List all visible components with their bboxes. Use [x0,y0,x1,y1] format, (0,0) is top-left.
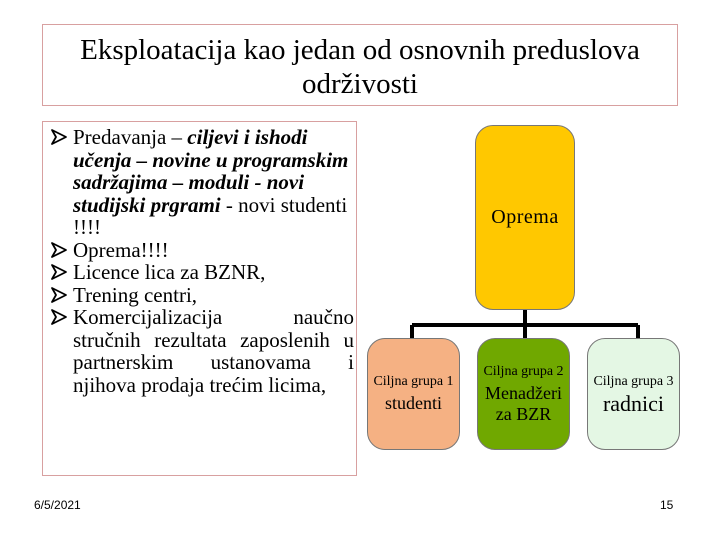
bullet-text-lectures-italic: ciljevi i ishodi učenja – novine u programskim sadržajima – moduli - novi studijski prgrami [73,125,349,217]
bullet-text-lectures-1: Predavanja – [73,125,188,149]
org-node-equipment-label: Oprema [491,206,559,228]
slide-number: 15 [660,498,674,512]
footer-date: 6/5/2021 [34,498,81,512]
bullet-text-equipment: Oprema!!!! [73,237,169,262]
group-3-name: radnici [602,391,665,416]
org-node-group-2 [477,338,570,450]
group-2-name: Menadžeri za BZR [485,382,562,424]
bullet-text-training: Trening centri, [73,282,198,307]
bullet-text-licences: Licence lica za BZNR, [73,260,266,284]
title-line-1: Eksploatacija kao jedan od osnovnih preduslova [80,34,640,66]
group-3-label: Ciljna grupa 3 [593,374,674,389]
bullet-text-commercialization: Komercijalizacija naučno stručnih rezultata zaposlenih u partnerskim ustanovama i njihova prodaja trećim licima, [73,305,354,397]
org-node-group-3 [587,338,680,450]
org-node-group-1 [367,338,460,450]
title-line-2: održivosti [302,68,418,100]
bullet-text-lectures-3: - novi studenti !!!! [73,192,348,239]
group-1-name: studenti [385,393,442,413]
org-node-equipment [475,125,575,310]
group-1-label: Ciljna grupa 1 [373,374,454,389]
group-2-label: Ciljna grupa 2 [483,363,564,379]
